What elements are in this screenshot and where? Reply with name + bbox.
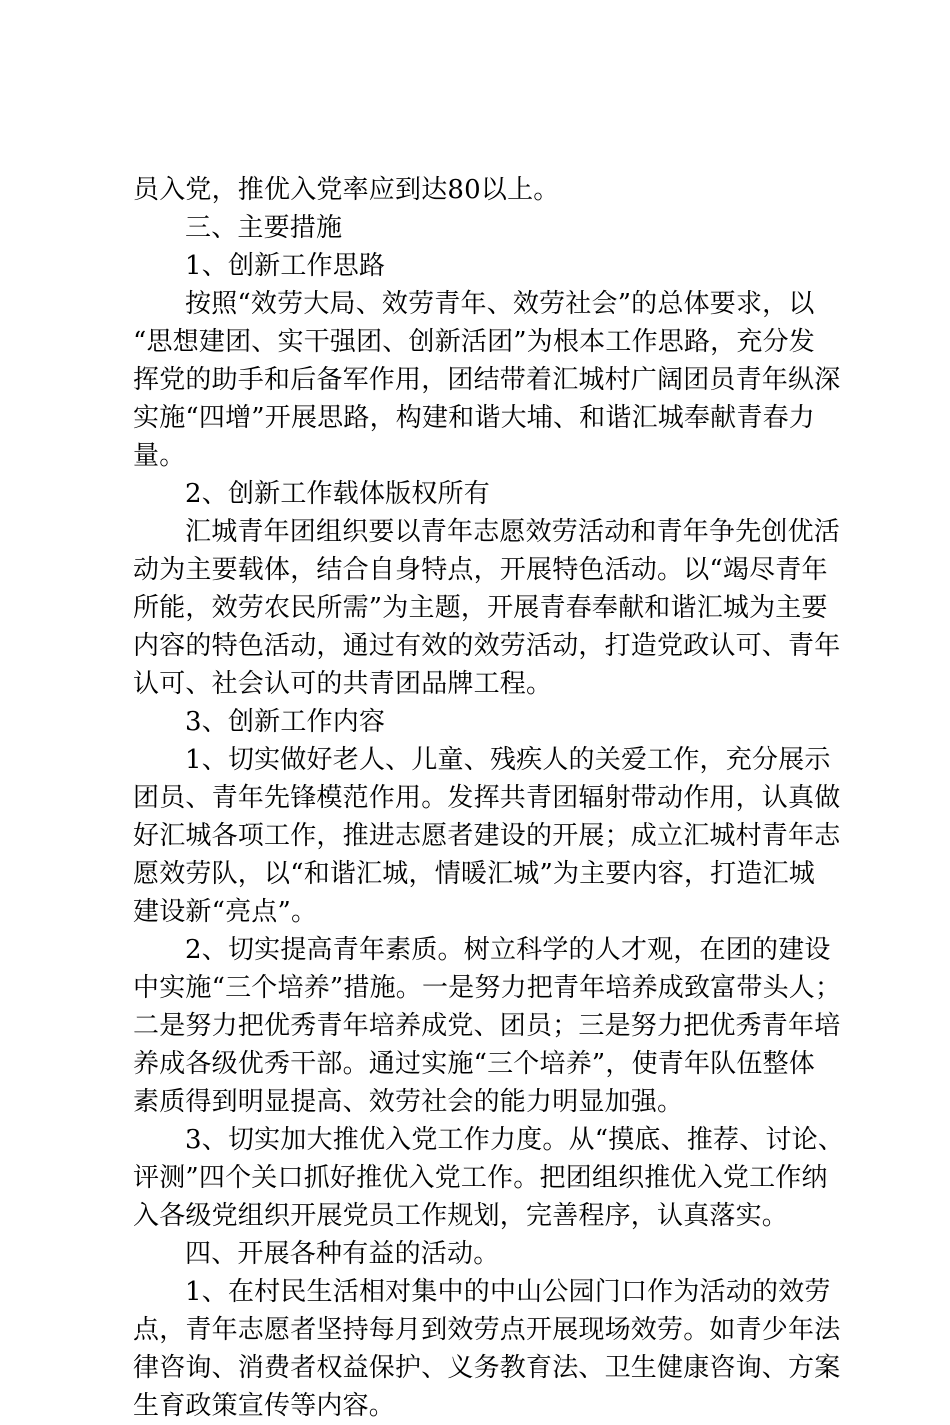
section-heading: 三、主要措施 bbox=[185, 213, 343, 243]
text-line: 3、切实加大推优入党工作力度。从“摸底、推荐、讨论、 bbox=[185, 1125, 845, 1155]
text-line: 挥党的助手和后备军作用，团结带着汇城村广阔团员青年纵深 bbox=[133, 365, 841, 395]
text-line: 生育政策宣传等内容。 bbox=[133, 1391, 396, 1421]
text-line: 认可、社会认可的共青团品牌工程。 bbox=[133, 669, 553, 699]
text-line: 2、切实提高青年素质。树立科学的人才观，在团的建设 bbox=[185, 935, 831, 965]
text-line: 评测”四个关口抓好推优入党工作。把团组织推优入党工作纳 bbox=[133, 1163, 828, 1193]
text-line: 1、在村民生活相对集中的中山公园门口作为活动的效劳 bbox=[185, 1277, 831, 1307]
text-line: 内容的特色活动，通过有效的效劳活动，打造党政认可、青年 bbox=[133, 631, 841, 661]
text-line: 所能，效劳农民所需”为主题，开展青春奉献和谐汇城为主要 bbox=[133, 593, 828, 623]
text-line: 入各级党组织开展党员工作规划，完善程序，认真落实。 bbox=[133, 1201, 789, 1231]
text-line: 点，青年志愿者坚持每月到效劳点开展现场效劳。如青少年法 bbox=[133, 1315, 841, 1345]
text-line: 按照“效劳大局、效劳青年、效劳社会”的总体要求，以 bbox=[185, 289, 815, 319]
text-line: 中实施“三个培养”措施。一是努力把青年培养成致富带头人； bbox=[133, 973, 842, 1003]
text-line: 量。 bbox=[133, 441, 186, 471]
text-line: 好汇城各项工作，推进志愿者建设的开展；成立汇城村青年志 bbox=[133, 821, 841, 851]
subsection-heading: 3、创新工作内容 bbox=[185, 707, 386, 737]
text-line: 建设新“亮点”。 bbox=[133, 897, 318, 927]
text-line: 实施“四增”开展思路，构建和谐大埔、和谐汇城奉献青春力 bbox=[133, 403, 815, 433]
subsection-heading: 1、创新工作思路 bbox=[185, 251, 386, 281]
text-line: 愿效劳队，以“和谐汇城，情暖汇城”为主要内容，打造汇城 bbox=[133, 859, 815, 889]
text-line: 律咨询、消费者权益保护、义务教育法、卫生健康咨询、方案 bbox=[133, 1353, 841, 1383]
text-line: 养成各级优秀干部。通过实施“三个培养”，使青年队伍整体 bbox=[133, 1049, 815, 1079]
text-line: “思想建团、实干强团、创新活团”为根本工作思路，充分发 bbox=[133, 327, 815, 357]
section-heading: 四、开展各种有益的活动。 bbox=[185, 1239, 500, 1269]
text-line: 团员、青年先锋模范作用。发挥共青团辐射带动作用，认真做 bbox=[133, 783, 841, 813]
text-line: 素质得到明显提高、效劳社会的能力明显加强。 bbox=[133, 1087, 684, 1117]
text-line: 员入党，推优入党率应到达80以上。 bbox=[133, 175, 560, 205]
text-line: 二是努力把优秀青年培养成党、团员；三是努力把优秀青年培 bbox=[133, 1011, 841, 1041]
text-line: 汇城青年团组织要以青年志愿效劳活动和青年争先创优活 bbox=[185, 517, 841, 547]
subsection-heading: 2、创新工作载体版权所有 bbox=[185, 479, 490, 509]
document-body bbox=[133, 171, 845, 1425]
text-line: 1、切实做好老人、儿童、残疾人的关爱工作，充分展示 bbox=[185, 745, 831, 775]
text-line: 动为主要载体，结合自身特点，开展特色活动。以“竭尽青年 bbox=[133, 555, 828, 585]
